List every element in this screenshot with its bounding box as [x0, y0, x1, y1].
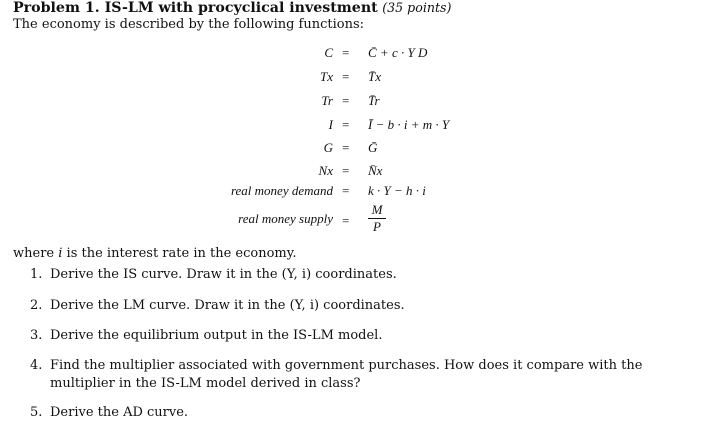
problem-title-text: Problem 1. IS-LM with procyclical investment	[13, 0, 378, 16]
equation-rhs: k · Y − h · i	[368, 183, 426, 198]
fraction-numerator: M	[371, 202, 383, 217]
equation-lhs: Tx	[320, 69, 333, 84]
equation-rhs: T̄r	[368, 93, 380, 108]
equation-equals: =	[342, 140, 350, 155]
equation-lhs: G	[323, 140, 333, 155]
list-item-text: Derive the LM curve. Draw it in the (Y, i) coordinates.	[50, 298, 405, 313]
list-item-number: 5.	[30, 405, 43, 420]
equation-lhs: real money demand	[230, 183, 333, 198]
list-item-text: Derive the IS curve. Draw it in the (Y, i) coordinates.	[50, 267, 397, 282]
fraction-denominator: P	[373, 219, 381, 234]
list-item	[30, 404, 680, 422]
list-item-number: 3.	[30, 328, 43, 343]
equation-rhs: T̄x	[368, 69, 381, 84]
list-item	[30, 266, 680, 284]
equation-rhs: N̄x	[368, 163, 383, 178]
equation-lhs: I	[328, 117, 333, 132]
equation-row	[0, 163, 702, 185]
equation-equals: =	[342, 213, 350, 228]
list-item	[30, 357, 680, 393]
equation-equals: =	[342, 69, 350, 84]
equation-row	[0, 69, 702, 91]
list-item	[30, 327, 680, 345]
equation-row	[0, 183, 702, 205]
where-note	[13, 246, 296, 261]
equation-row	[0, 203, 702, 239]
equation-lhs: real money supply	[238, 211, 333, 226]
problem-points: (35 points)	[382, 0, 452, 15]
equation-rhs: C̄ + c · Y D	[368, 45, 428, 60]
list-item-number: 2.	[30, 298, 43, 313]
equation-row	[0, 93, 702, 115]
list-item-text: Derive the AD curve.	[50, 405, 189, 420]
problem-title	[13, 0, 451, 16]
equation-row	[0, 45, 702, 67]
where-suffix: is the interest rate in the economy.	[62, 246, 297, 261]
equation-row	[0, 140, 702, 162]
list-item-number: 1.	[30, 267, 43, 282]
equation-lhs: Tr	[321, 93, 333, 108]
equation-equals: =	[342, 45, 350, 60]
equation-equals: =	[342, 93, 350, 108]
equation-rhs: Ḡ	[368, 140, 378, 155]
problem-intro: The economy is described by the following functions:	[13, 17, 365, 32]
where-variable: i	[58, 246, 63, 261]
equation-lhs: C	[324, 45, 333, 60]
list-item-text: Find the multiplier associated with government purchases. How does it compare with the multiplier in the IS-LM model derived in class?	[50, 358, 643, 391]
equation-row	[0, 117, 702, 139]
equation-equals: =	[342, 183, 350, 198]
equation-equals: =	[342, 117, 350, 132]
equation-lhs: Nx	[318, 163, 333, 178]
list-item-number: 4.	[30, 358, 43, 373]
equation-equals: =	[342, 163, 350, 178]
fraction	[368, 203, 386, 234]
where-prefix: where	[13, 246, 59, 261]
list-item	[30, 297, 680, 315]
list-item-text: Derive the equilibrium output in the IS-LM model.	[50, 328, 383, 343]
equation-rhs: Ī − b · i + m · Y	[368, 117, 450, 132]
